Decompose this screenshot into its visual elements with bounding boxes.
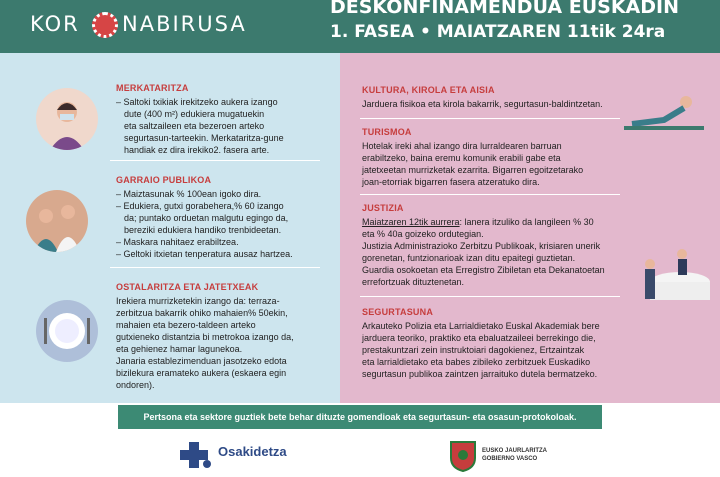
section-merkataritza <box>116 82 336 156</box>
footer-banner: Pertsona eta sektore guztiek bete behar dituzte gomendioak eta segurtasun- eta osasun-protokoloak. <box>118 405 602 429</box>
divider <box>360 296 620 297</box>
shield-icon <box>448 440 478 472</box>
list-item: dute (400 m²) edukiera mugatuekin <box>124 109 265 119</box>
divider <box>110 267 320 268</box>
list-item: handiak ez dira irekiko2. fasera arte. <box>124 145 270 155</box>
section-turismoa <box>362 126 682 188</box>
shopper-illustration <box>36 88 98 150</box>
divider <box>360 194 620 195</box>
list-item: – Maiztasunak % 100ean igoko dira. <box>116 189 262 199</box>
paragraph-line: Justizia Administrazioko Zerbitzu Publikoak, krisiaren unerik <box>362 241 601 251</box>
gv-line1: EUSKO JAURLARITZA <box>482 448 548 454</box>
section-segurtasuna <box>362 306 682 380</box>
paragraph-text: : lanera itzuliko da langileen % 30 <box>459 217 594 227</box>
list-item: – Maskara nahitaez erabiltzea. <box>116 237 239 247</box>
gobierno-vasco-logo <box>448 440 588 472</box>
section-title: KULTURA, KIROLA ETA AISIA <box>362 85 495 95</box>
section-title: TURISMOA <box>362 127 412 137</box>
list-item: da; puntako orduetan malgutu egingo da, <box>124 213 289 223</box>
osakidetza-text: Osakidetza <box>218 444 287 459</box>
paragraph-line: bizilekura eramateko aukera (eskaera egin <box>116 368 287 378</box>
person-mask-icon <box>36 88 98 150</box>
section-title: SEGURTASUNA <box>362 307 434 317</box>
list-item: segurtasun-tarteekin. Merkataritza-gune <box>124 133 284 143</box>
divider <box>360 118 620 119</box>
section-ostalaritza <box>116 281 336 391</box>
paragraph-line: Arkauteko Polizia eta Larrialdietako Euskal Akademiak bere <box>362 321 600 331</box>
paragraph-line: mahaien eta bezero-taldeen arteko <box>116 320 256 330</box>
title-line1: DESKONFINAMENDUA EUSKADIN <box>330 0 679 18</box>
paragraph-line: eta gehienez hamar lagunekoa. <box>116 344 243 354</box>
list-item: – Geltoki itxietan tenperatura ausaz hartzea. <box>116 249 293 259</box>
paragraph-line: jarduera teoriko, praktiko eta ebaluatzaileei berrekingo die, <box>362 333 596 343</box>
paragraph-line: gutxieneko distantzia bi metrokoa izango da, <box>116 332 294 342</box>
section-garraio-publikoa <box>116 174 336 260</box>
paragraph-line: Hotelak ireki ahal izango dira lurraldearen barruan <box>362 141 562 151</box>
transport-illustration <box>26 190 88 252</box>
paragraph-line: Janaria establezimenduan jasotzeko edota <box>116 356 287 366</box>
list-item: eta saltzaileen eta bezeroen arteko <box>124 121 265 131</box>
gv-line2: GOBIERNO VASCO <box>482 456 538 462</box>
paragraph-line: eta larrialdietako eta babes zibileko zerbitzuek Euskadiko <box>362 357 591 367</box>
virus-icon <box>92 12 118 38</box>
paragraph-line: Irekiera murrizketekin izango da: terraza- <box>116 296 280 306</box>
paragraph-line: jatetxeetan murrizketak ezarrita. Bigarren egoitzetarako <box>362 165 584 175</box>
paragraph-line: segurtasun publikoa zaintzen jarraituko dutela bermatzeko. <box>362 369 598 379</box>
paragraph-line: Guardia osokoetan eta Erregistro Zibiletan eta Dekanatoetan <box>362 265 605 275</box>
header <box>0 0 720 53</box>
paragraph-line: joan-etorriak bigarren fasera atzeratuko dira. <box>362 177 540 187</box>
paragraph-line: Jarduera fisikoa eta kirola bakarrik, segurtasun-baldintzetan. <box>362 99 603 109</box>
section-title: GARRAIO PUBLIKOA <box>116 175 212 185</box>
section-justizia <box>362 202 642 288</box>
paragraph-line: errefortzuak dituztenetan. <box>362 277 465 287</box>
section-title: OSTALARITZA ETA JATETXEAK <box>116 282 259 292</box>
passengers-icon <box>26 190 88 252</box>
list-item: – Edukiera, gutxi gorabehera,% 60 izango <box>116 201 284 211</box>
osakidetza-cross-icon <box>178 440 212 470</box>
osakidetza-logo <box>178 440 288 470</box>
divider <box>110 160 320 161</box>
paragraph-line: ondoren). <box>116 380 155 390</box>
logo-left: KOR <box>30 12 80 36</box>
restaurant-illustration <box>36 300 98 362</box>
paragraph-line <box>362 216 642 228</box>
paragraph-line: erabiltzeko, baina eremu komunik erabili gabe eta <box>362 153 561 163</box>
section-title: JUSTIZIA <box>362 203 404 213</box>
plate-icon <box>36 300 98 362</box>
list-item: bereziki edukiera handiko trenbideetan. <box>124 225 282 235</box>
section-title: MERKATARITZA <box>116 83 189 93</box>
paragraph-line: prestakuntzari zein instruktoiari dagokienez, Ertzaintzak <box>362 345 585 355</box>
title-line2: 1. FASEA • MAIATZAREN 11tik 24ra <box>330 22 666 42</box>
paragraph-line: gorenetan, funtzionarioak izan ditu epaitegi guztietan. <box>362 253 576 263</box>
paragraph-line: eta % 40a goizeko ordutegian. <box>362 229 484 239</box>
paragraph-line: zerbitzua bakarrik ohiko mahaien% 50ekin, <box>116 308 288 318</box>
date-highlight: Maiatzaren 12tik aurrera <box>362 217 460 227</box>
list-item: – Saltoki txikiak irekitzeko aukera izango <box>116 97 278 107</box>
court-illustration <box>636 240 712 306</box>
logo-right: NABIRUSA <box>122 12 247 36</box>
